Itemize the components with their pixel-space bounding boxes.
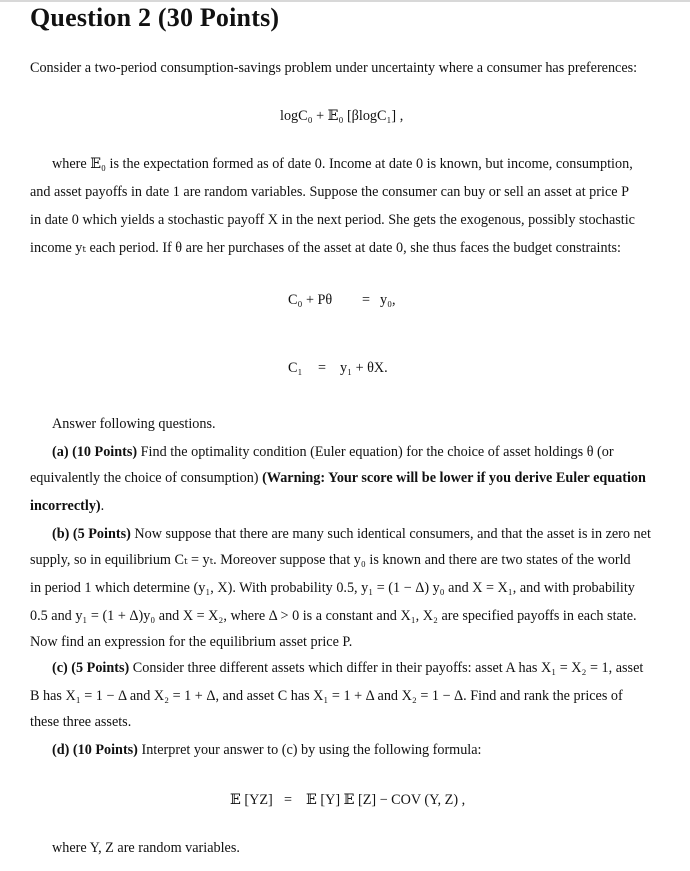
footer-text: where Y, Z are random variables. [52,840,240,856]
budget1-rhs: y₀, [380,292,396,308]
budget2-eq: = [318,360,327,376]
cov-lhs: 𝔼 [YZ] [230,792,273,808]
cov-eq: = [284,792,293,808]
part-b-line4: 0.5 and y₁ = (1 + Δ)y₀ and X = X₂, where Δ > 0 is a constant and X₁, X₂ are specified payoffs in each state. [30,608,637,624]
preference-equation: logC₀ + 𝔼₀ [βlogC₁] , [280,108,404,124]
part-b-line5: Now find an expression for the equilibrium asset price P. [30,634,353,650]
top-divider [0,0,690,2]
para1-line3: in date 0 which yields a stochastic payoff X in the next period. She gets the exogenous, possibly stochastic [30,212,635,228]
part-d-text: Interpret your answer to (c) by using the following formula: [137,742,482,758]
part-a-warning: (Warning: Your score will be lower if you derive Euler equation [262,470,646,486]
part-c-line1 [52,654,643,683]
part-c-line3: these three assets. [30,714,132,730]
part-c-label: (c) (5 Points) [52,660,130,676]
part-b-line2: supply, so in equilibrium Cₜ = yₜ. Moreover suppose that y₀ is known and there are two states of the world [30,552,631,568]
budget1-lhs: C₀ + Pθ [288,292,333,308]
part-c-line2: B has X₁ = 1 − Δ and X₂ = 1 + Δ, and asset C has X₁ = 1 + Δ and X₂ = 1 − Δ. Find and rank the prices of [30,688,623,704]
answer-following: Answer following questions. [52,416,216,432]
cov-rhs: 𝔼 [Y] 𝔼 [Z] − COV (Y, Z) , [306,792,466,808]
part-d [52,736,481,765]
budget1-eq: = [362,292,371,308]
part-b-line1 [52,520,651,549]
part-a-line2 [30,464,646,493]
budget2-lhs: C₁ [288,360,303,376]
part-b-label: (b) (5 Points) [52,526,131,542]
part-d-label: (d) (10 Points) [52,742,138,758]
part-a-line1 [52,438,614,467]
page-title: Question 2 (30 Points) [30,3,280,32]
part-a-label: (a) (10 Points) [52,444,138,460]
intro-text: Consider a two-period consumption-savings problem under uncertainty where a consumer has preferences: [30,60,638,76]
part-a-text1: Find the optimality condition (Euler equation) for the choice of asset holdings θ (or [137,444,614,460]
para1-line2: and asset payoffs in date 1 are random variables. Suppose the consumer can buy or sell an asset at price P [30,184,629,200]
budget2-rhs: y₁ + θX. [340,360,388,376]
part-c-text1: Consider three different assets which differ in their payoffs: asset A has X₁ = X₂ = 1, asset [129,660,644,676]
part-a-line3 [30,492,104,521]
part-a-text2: equivalently the choice of consumption) [30,470,263,486]
part-b-line3: in period 1 which determine (y₁, X). With probability 0.5, y₁ = (1 − Δ) y₀ and X = X₁, and with probability [30,580,635,596]
part-b-text1: Now suppose that there are many such identical consumers, and that the asset is in zero net [130,526,651,542]
para1-line1: where 𝔼₀ is the expectation formed as of date 0. Income at date 0 is known, but income, consumption, [52,156,633,172]
para1-line4: income yₜ each period. If θ are her purchases of the asset at date 0, she thus faces the budget constraints: [30,240,621,256]
part-a-end: . [100,498,105,514]
part-a-warning2: incorrectly) [30,498,101,514]
